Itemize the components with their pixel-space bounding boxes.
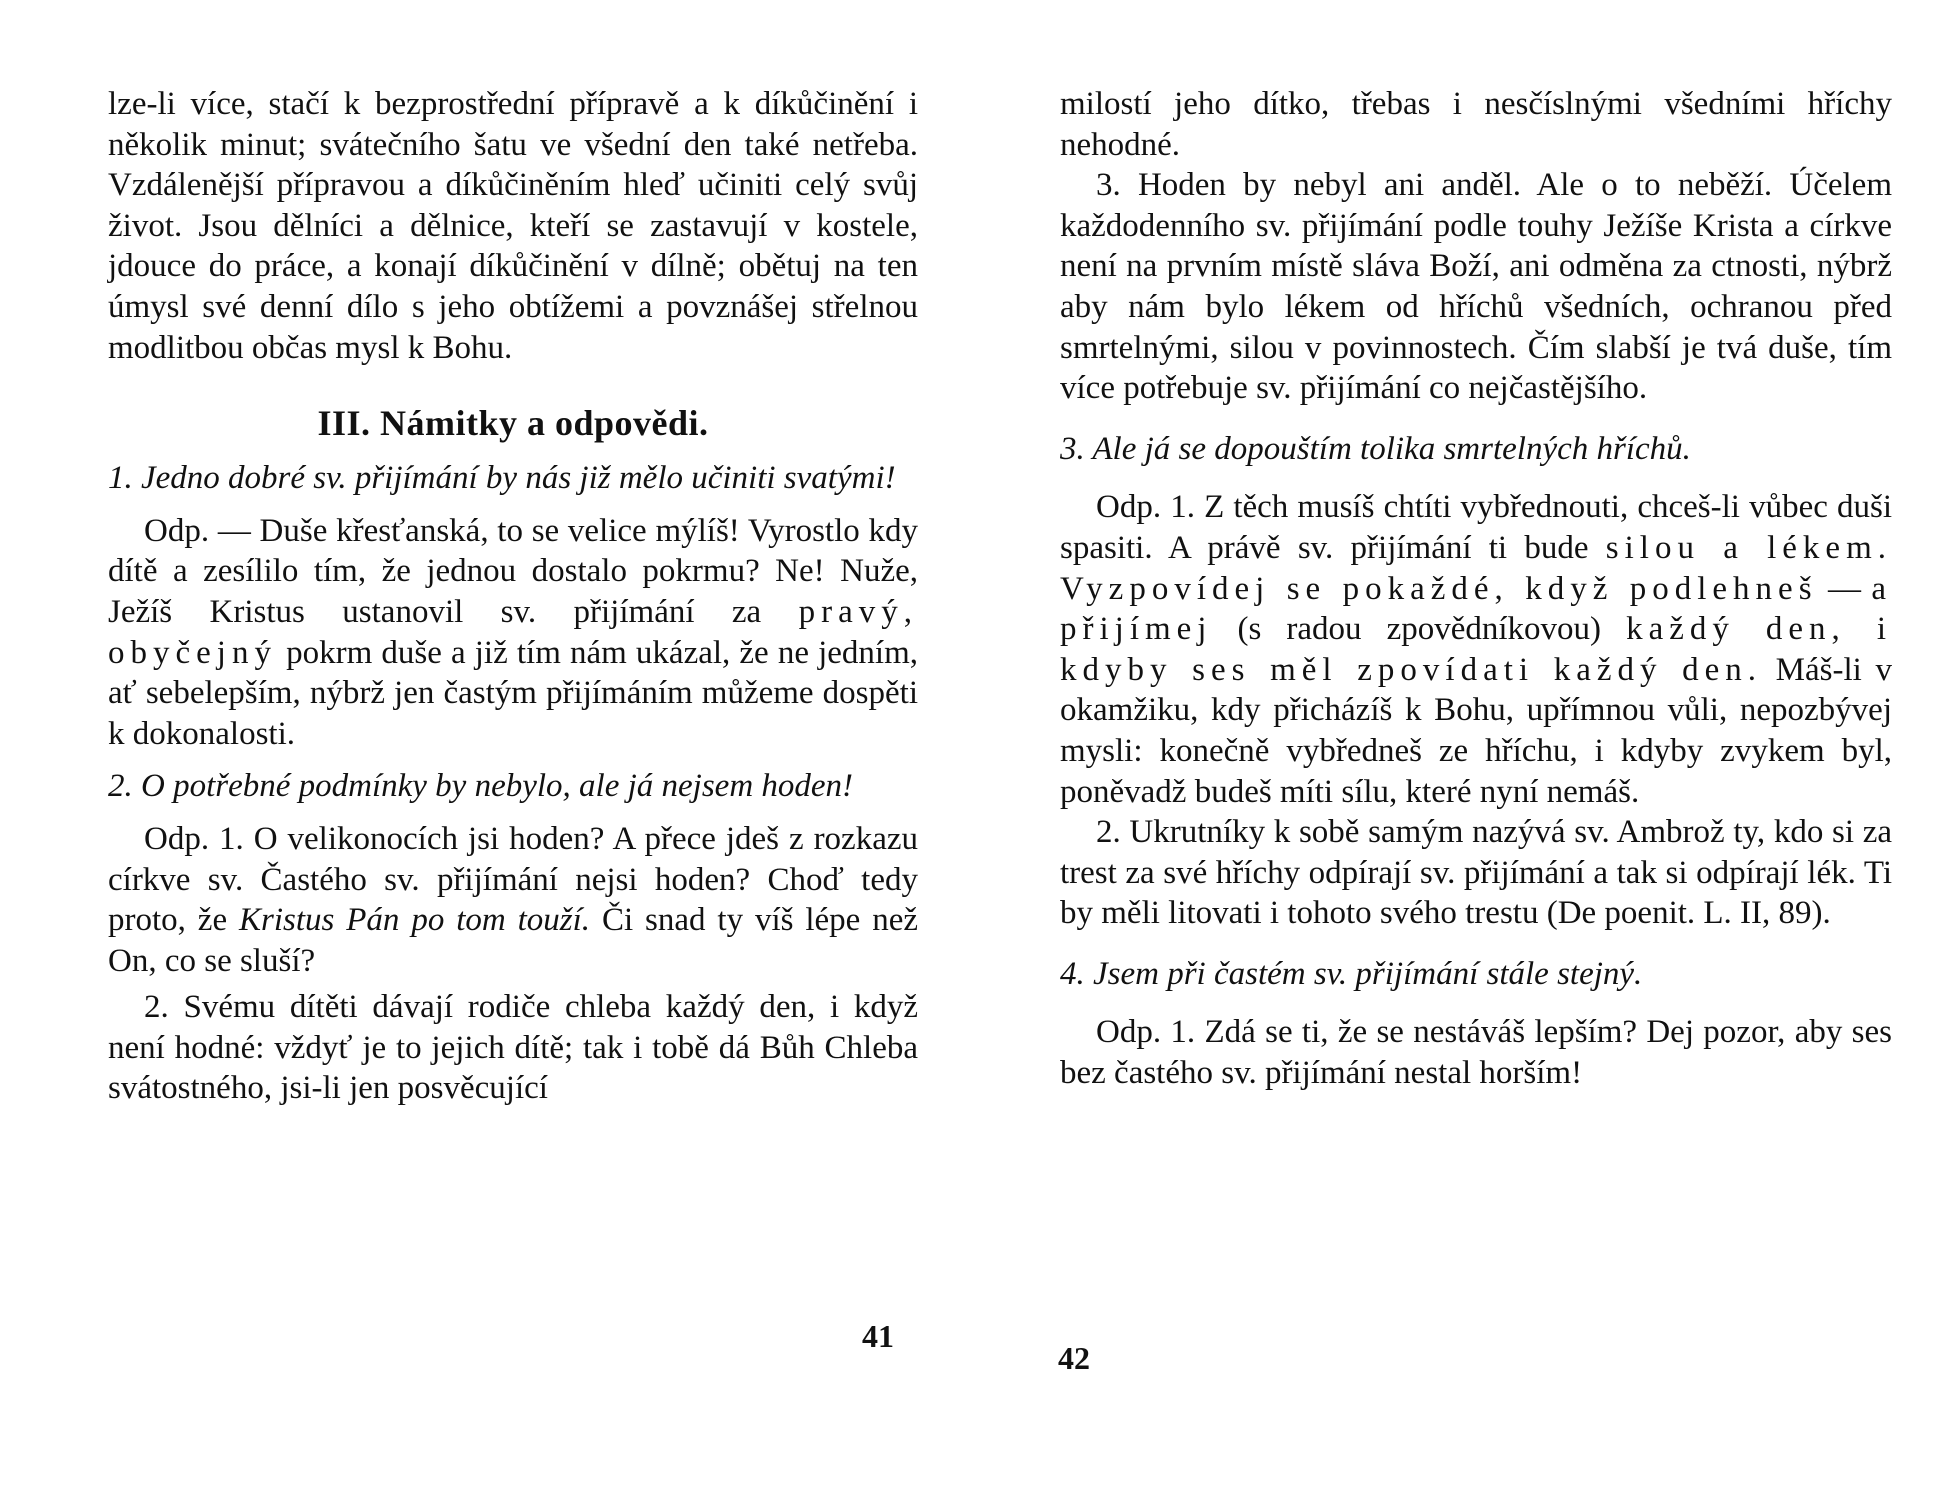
- question-1: 1. Jedno dobré sv. přijímání by nás již mělo učiniti svatými!: [108, 460, 896, 497]
- page-number-left: 41: [862, 1318, 894, 1354]
- answer-2-1-italic: Kristus Pán po tom touží.: [239, 902, 591, 939]
- intro-paragraph: lze-li více, stačí k bezprostřední přípravě a k díkůčinění i několik minut; svátečního šatu ve všední den také netřeba. Vzdálenější přípravou a díkůčiněním hleď učiniti celý svůj život. Jsou dělníci a dělnice, kteří se zastavují v kostele, jdouce do práce, a konají díkůčinění v dílně; obětuj na ten úmysl své denní dílo s jeho obtížemi a povznášej střelnou modlitbou občas mysl k Bohu.: [108, 86, 918, 366]
- answer-3-2: 2. Ukrutníky k sobě samým nazývá sv. Ambrož ty, kdo si za trest za své hříchy odpírají sv. přijímání a tak si odpírají lék. Ti by měli litovati i tohoto svého trestu (De poenit. L. II, 89).: [1060, 814, 1892, 932]
- answer-3-1-spaced-3: každý den, i kdyby ses měl zpovídati každý den.: [1060, 611, 1892, 688]
- question-3: 3. Ale já se dopouštím tolika smrtelných hříchů.: [1060, 430, 1691, 467]
- left-page: [108, 84, 918, 1109]
- page-number-right: 42: [1058, 1340, 1090, 1376]
- answer-4-1: Odp. 1. Zdá se ti, že se nestáváš lepším? Dej pozor, aby ses bez častého sv. přijímání nestal horším!: [1060, 1014, 1892, 1092]
- answer-2-3: 3. Hoden by nebyl ani anděl. Ale o to neběží. Účelem každodenního sv. přijímání podle touhy Ježíše Krista a církve není na prvním místě sláva Boží, ani odměna za ctnosti, nýbrž aby nám bylo lékem od hříchů všedních, ochranou před smrtelnými, silou v povinnostech. Čím slabší je tvá duše, tím více potřebuje sv. přijímání co nejčastějšího.: [1060, 167, 1892, 407]
- answer-3-1-spaced-1: silou a lékem. Vyzpovídej se pokaždé, když podlehneš: [1060, 529, 1892, 607]
- question-2: 2. O potřebné podmínky by nebylo, ale já nejsem hoden!: [108, 768, 854, 805]
- answer-3-1-start: Odp. 1. Z těch musíš chtíti vybřednouti, chceš-li vůbec duši spasiti. A právě sv. přijímání ti bude: [1060, 489, 1892, 566]
- right-page: [1060, 84, 1892, 1094]
- section-heading: III. Námitky a odpovědi.: [317, 403, 709, 444]
- answer-2-1-end: Či snad ty víš lépe než On, co se sluší?: [108, 902, 919, 979]
- answer-3-1-mid-1: —: [1817, 570, 1872, 607]
- answer-2-2: 2. Svému dítěti dávají rodiče chleba každý den, i když není hodné: vždyť je to jejich dítě; tak i tobě dá Bůh Chleba svátostného, jsi-li jen posvěcující: [108, 989, 918, 1107]
- answer-3-1-mid-2: (s radou zpovědníkovou): [1212, 611, 1627, 648]
- answer-1-start: Odp. — Duše křesťanská, to se velice mýlíš! Vyrostlo kdy dítě a zesílilo tím, že jednou dostalo pokrmu? Ne! Nuže, Ježíš Kristus ustanovil sv. přijímání za: [108, 512, 918, 630]
- answer-1-end: pokrm duše a již tím nám ukázal, že ne jedním, ať sebelepším, nýbrž jen častým přijímáním můžeme dospěti k dokonalosti.: [108, 634, 918, 752]
- answer-3-1-end: Máš-li v okamžiku, kdy přicházíš k Bohu, upřímnou vůli, nepozbývej mysli: konečně vybředneš ze hříchu, i kdyby zvykem byl, poněvadž budeš míti sílu, které nyní nemáš.: [1060, 651, 1892, 810]
- answer-2-1: [108, 819, 918, 981]
- answer-1: [108, 511, 918, 755]
- answer-3-1-spaced-2: a přijímej: [1060, 570, 1893, 648]
- answer-1-spaced: pravý, obyčejný: [108, 593, 918, 671]
- answer-3-1: [1060, 487, 1892, 812]
- answer-2-1-start: Odp. 1. O velikonocích jsi hoden? A přece jdeš z rozkazu církve sv. Častého sv. přijímání nejsi hoden? Choď tedy proto, že: [108, 820, 918, 939]
- question-4: 4. Jsem při častém sv. přijímání stále stejný.: [1060, 955, 1643, 992]
- continuation-paragraph: milostí jeho dítko, třebas i nesčíslnými všedními hříchy nehodné.: [1060, 86, 1892, 163]
